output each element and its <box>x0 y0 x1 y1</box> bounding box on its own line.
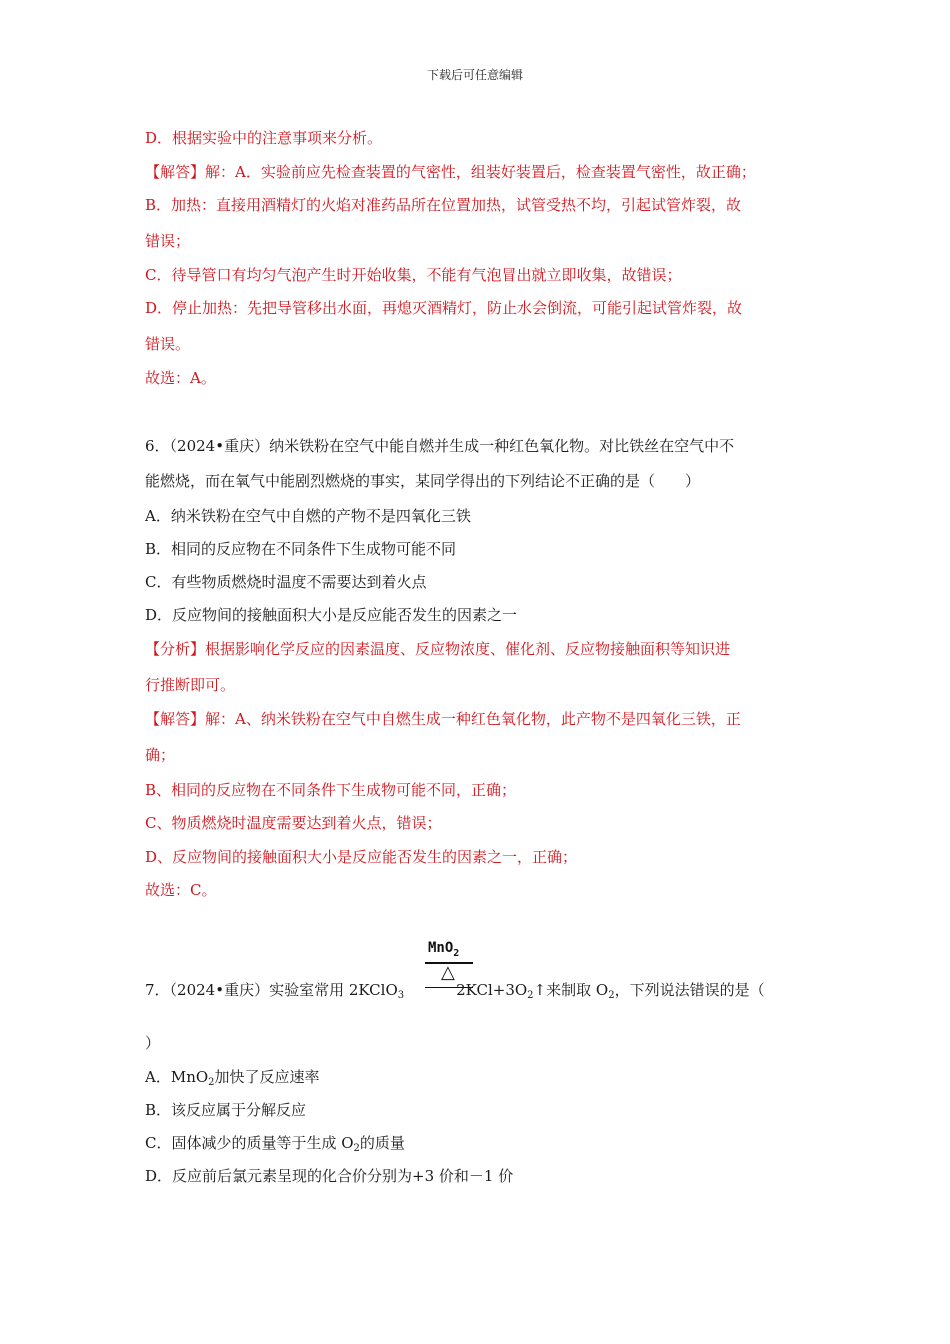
solution-line-d: D．停止加热：先把导管移出水面，再熄灭酒精灯，防止水会倒流，可能引起试管炸裂，故 <box>145 299 743 317</box>
catalyst-label: MnO$_2$ <box>428 940 460 959</box>
q6-option-a: A．纳米铁粉在空气中自燃的产物不是四氧化三铁 <box>145 507 471 525</box>
q6-stem-line2: 能燃烧，而在氧气中能剧烈燃烧的事实，某同学得出的下列结论不正确的是（ ） <box>145 472 701 490</box>
q6-solution-d: D、反应物间的接触面积大小是反应能否发生的因素之一，正确； <box>145 848 578 866</box>
q6-option-b: B．相同的反应物在不同条件下生成物可能不同 <box>145 540 457 558</box>
solution-line-a: 【解答】解：A．实验前应先检查装置的气密性，组装好装置后，检查装置气密性，故正确； <box>145 163 756 181</box>
solution-line-b: B．加热：直接用酒精灯的火焰对准药品所在位置加热，试管受热不均，引起试管炸裂，故 <box>145 196 742 214</box>
solution-line-c: C．待导管口有均匀气泡产生时开始收集，不能有气泡冒出就立即收集，故错误； <box>145 266 682 284</box>
q6-answer-choice: 故选：C。 <box>145 881 217 899</box>
q6-solution-c: C、物质燃烧时温度需要达到着火点，错误； <box>145 814 442 832</box>
q6-analysis-line1: 【分析】根据影响化学反应的因素温度、反应物浓度、催化剂、反应物接触面积等知识进 <box>145 640 731 658</box>
q6-solution-b: B、相同的反应物在不同条件下生成物可能不同，正确； <box>145 781 517 799</box>
q7-option-d: D．反应前后氯元素呈现的化合价分别为+3 价和－1 价 <box>145 1167 514 1185</box>
solution-line-d-cont: 错误。 <box>145 335 191 353</box>
heat-symbol: △ <box>441 962 455 983</box>
q6-solution-line1: 【解答】解：A、纳米铁粉在空气中自燃生成一种红色氧化物，此产物不是四氧化三铁，正 <box>145 710 741 728</box>
q6-analysis-line2: 行推断即可。 <box>145 676 236 694</box>
answer-choice: 故选：A。 <box>145 369 216 387</box>
q6-solution-line2: 确； <box>145 746 176 764</box>
q7-option-a: A．MnO$_2$加快了反应速率 <box>145 1068 320 1088</box>
page-header: 下载后可任意编辑 <box>426 68 523 82</box>
analysis-line-d: D．根据实验中的注意事项来分析。 <box>145 129 383 147</box>
q6-stem-line1: 6．（2024•重庆）纳米铁粉在空气中能自燃并生成一种红色氧化物。对比铁丝在空气中不 <box>145 437 735 455</box>
q6-option-c: C．有些物质燃烧时温度不需要达到着火点 <box>145 573 427 591</box>
q7-stem-line1: 7．（2024•重庆）实验室常用 2KClO$_3$ $2KCl+3O_2↑$来制取 $O_2$，下列说法错误的是（ <box>145 981 765 1001</box>
solution-line-b-cont: 错误； <box>145 232 191 250</box>
q7-stem-line2: ） <box>145 1034 161 1052</box>
q7-option-b: B．该反应属于分解反应 <box>145 1101 307 1119</box>
q6-option-d: D．反应物间的接触面积大小是反应能否发生的因素之一 <box>145 606 518 624</box>
q7-option-c: C．固体减少的质量等于生成 $O_2$的质量 <box>145 1134 405 1154</box>
